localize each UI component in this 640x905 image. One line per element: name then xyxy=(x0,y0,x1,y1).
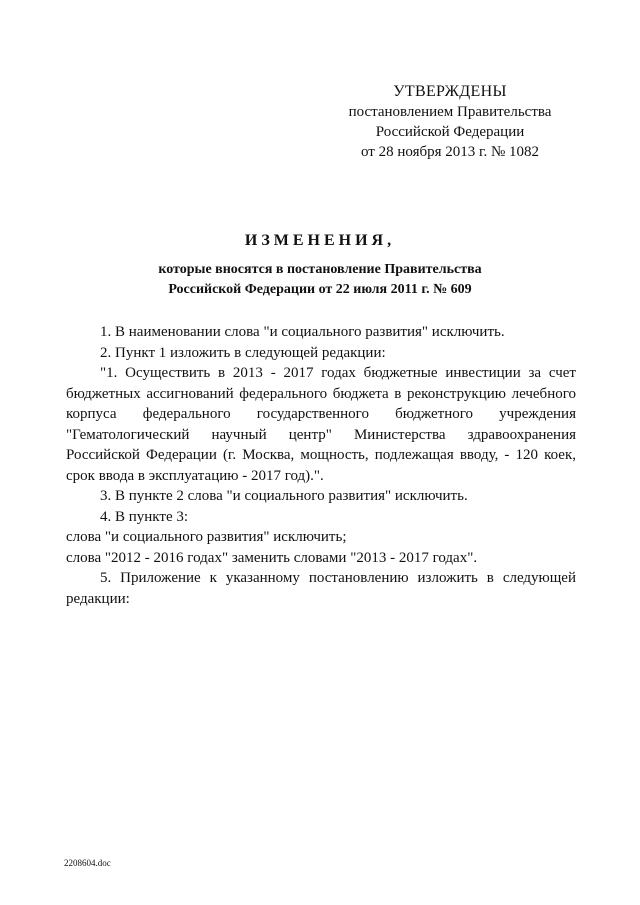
paragraph-item-3: 3. В пункте 2 слова "и социального развития" исключить. xyxy=(100,488,468,504)
paragraph-item-1: 1. В наименовании слова "и социального развития" исключить. xyxy=(100,324,505,340)
approval-line-1: постановлением Правительства xyxy=(348,104,552,120)
file-code: 2208604.doc xyxy=(64,858,111,868)
approval-stamp xyxy=(330,82,570,162)
approval-line-3: от 28 ноября 2013 г. № 1082 xyxy=(360,144,540,160)
document-heading xyxy=(100,230,540,300)
document-title: ИЗМЕНЕНИЯ, xyxy=(244,232,396,249)
document-subtitle-line-1: которые вносятся в постановление Правительства xyxy=(158,262,482,277)
paragraph-item-5: 5. Приложение к указанному постановлению изложить в следующей редакции: xyxy=(66,570,576,607)
document-body xyxy=(66,322,576,609)
paragraph-quoted-text: "1. Осуществить в 2013 - 2017 годах бюджетные инвестиции за счет бюджетных ассигнований федерального бюджета в реконструкцию лечебного корпуса федерального государственного бюджетного учреждения "Гематологический научный центр" Министерства здравоохранения Российской Федерации (г. Москва, мощность, подлежащая вводу, - 120 коек, срок ввода в эксплуатацию - 2017 год).". xyxy=(66,365,576,484)
paragraph-item-2: 2. Пункт 1 изложить в следующей редакции: xyxy=(100,344,386,361)
approval-line-2: Российской Федерации xyxy=(375,124,525,140)
paragraph-item-4: 4. В пункте 3: xyxy=(100,508,189,525)
paragraph-subitem-2: слова "2012 - 2016 годах" заменить словами "2013 - 2017 годах". xyxy=(66,549,478,566)
paragraph-subitem-1: слова "и социального развития" исключить; xyxy=(66,529,347,545)
approved-label: УТВЕРЖДЕНЫ xyxy=(393,83,507,100)
document-subtitle-line-2: Российской Федерации от 22 июля 2011 г. № 609 xyxy=(168,282,472,297)
